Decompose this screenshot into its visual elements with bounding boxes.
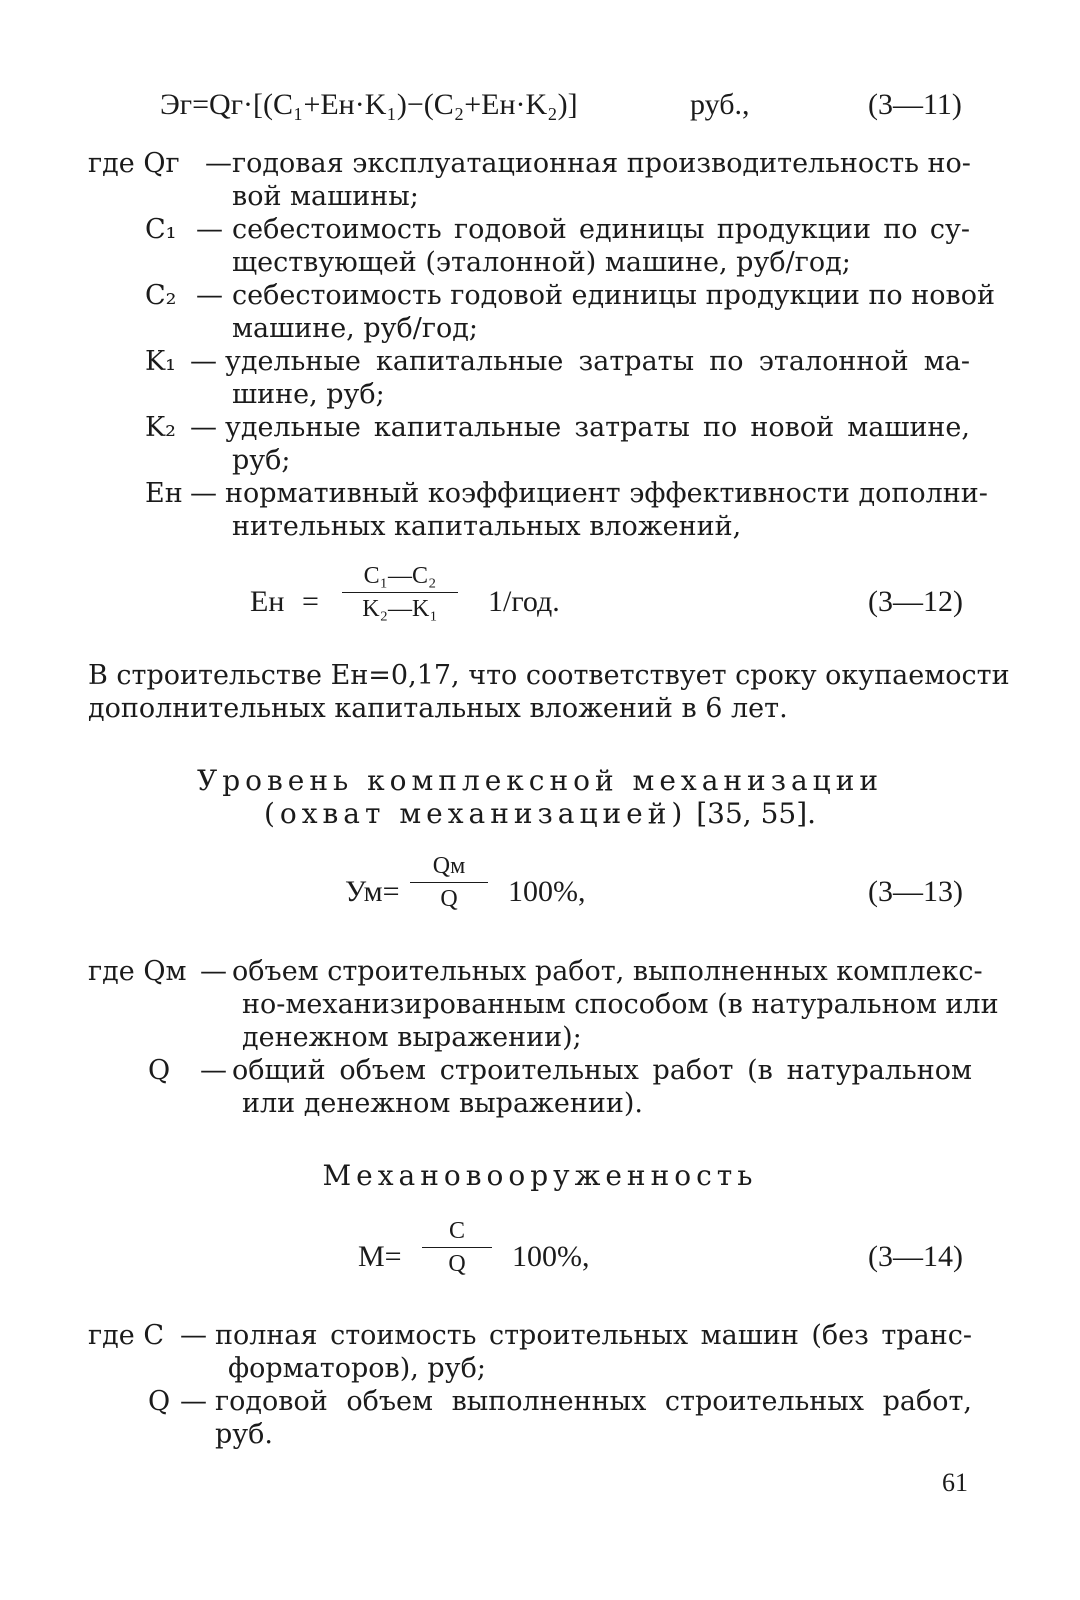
- equation-3-14-number: (3—14): [868, 1240, 963, 1273]
- def-line: но-механизированным способом (в натуральном или: [242, 989, 999, 1020]
- section-heading: Уровень комплексной механизации: [196, 764, 884, 797]
- def-term: K₂: [145, 412, 176, 443]
- equation-3-13-number: (3—13): [868, 875, 963, 908]
- equation-3-13-tail: 100%,: [508, 875, 586, 908]
- equation-3-11-number: (3—11): [868, 88, 962, 121]
- def-term: Eн: [145, 478, 183, 509]
- def-line: нормативный коэффициент эффективности дополни-: [225, 478, 988, 509]
- def-dash: —: [200, 1055, 227, 1086]
- fraction-numerator: C: [448, 1218, 465, 1244]
- equation-3-13-lhs: Ум=: [345, 875, 400, 908]
- def-line: удельные капитальные затраты по новой машине,: [225, 412, 970, 443]
- def-line: шине, руб;: [232, 379, 385, 410]
- page-number: 61: [942, 1468, 968, 1497]
- def-line: руб;: [232, 445, 291, 476]
- equation-3-12-fraction: [342, 562, 458, 623]
- equation-3-12-lhs: Eн: [250, 585, 285, 618]
- def-line: себестоимость годовой единицы продукции по су-: [232, 214, 970, 245]
- equation-3-12-unit: 1/год.: [488, 585, 560, 618]
- def-line: полная стоимость строительных машин (без транс-: [215, 1320, 972, 1351]
- def-dash: —: [196, 214, 223, 245]
- paragraph-line: дополнительных капитальных вложений в 6 лет.: [88, 693, 788, 724]
- def-dash: —: [180, 1320, 207, 1351]
- fraction-bar: [342, 592, 458, 593]
- fraction-denominator: Q: [448, 1251, 466, 1277]
- def-term: Q: [148, 1386, 171, 1417]
- equation-3-14-tail: 100%,: [512, 1240, 590, 1273]
- equation-3-11-formula: Эг=Qг·[(C₁+Eн·K₁)−(C₂+Eн·K₂)]: [160, 88, 578, 121]
- def-term: где C: [88, 1320, 164, 1351]
- fraction-bar: [422, 1247, 492, 1248]
- def-dash: —: [180, 1386, 207, 1417]
- def-line: денежном выражении);: [242, 1022, 582, 1053]
- def-dash: —: [190, 478, 217, 509]
- def-line: себестоимость годовой единицы продукции по новой: [232, 280, 995, 311]
- def-dash: —: [190, 412, 217, 443]
- def-line: ществующей (эталонной) машине, руб/год;: [232, 247, 851, 278]
- heading-reference: [35, 55].: [687, 797, 817, 830]
- fraction-numerator: Qм: [432, 853, 466, 879]
- def-term: где Qг: [88, 148, 180, 179]
- def-line: годовая эксплуатационная производительность но-: [232, 148, 971, 179]
- def-term: Q: [148, 1055, 171, 1086]
- def-dash: —: [190, 346, 217, 377]
- heading-spaced-text: (охват механизацией): [263, 797, 688, 830]
- fraction-numerator: C₁—C₂: [363, 563, 437, 589]
- def-line: руб.: [215, 1419, 274, 1450]
- equation-3-11-unit: руб.,: [690, 88, 750, 121]
- section-heading-line2: [0, 797, 1080, 830]
- equation-3-14-lhs: M=: [358, 1240, 402, 1273]
- section-heading-mechanovooruzhennost: Механовооруженность: [322, 1159, 758, 1192]
- def-line: нительных капитальных вложений,: [232, 511, 742, 542]
- def-term: C₂: [145, 280, 177, 311]
- def-term: C₁: [145, 214, 177, 245]
- def-dash: —: [200, 956, 227, 987]
- def-line: годовой объем выполненных строительных работ,: [215, 1386, 972, 1417]
- def-term: K₁: [145, 346, 176, 377]
- def-line: объем строительных работ, выполненных комплекс-: [232, 956, 983, 987]
- def-line: или денежном выражении).: [242, 1088, 643, 1119]
- fraction-bar: [410, 882, 488, 883]
- equation-3-12-equals: =: [302, 585, 319, 618]
- equation-3-13-fraction: [410, 852, 488, 913]
- equation-3-14-fraction: [422, 1217, 492, 1278]
- equation-3-12-number: (3—12): [868, 585, 963, 618]
- def-line: форматоров), руб;: [228, 1353, 486, 1384]
- def-dash: —: [205, 148, 232, 179]
- def-line: общий объем строительных работ (в натуральном: [232, 1055, 972, 1086]
- def-line: вой машины;: [232, 181, 419, 212]
- paragraph-line: В строительстве Eн=0,17, что соответствует сроку окупаемости: [88, 660, 1010, 691]
- def-term: где Qм: [88, 956, 187, 987]
- def-line: удельные капитальные затраты по эталонной ма-: [225, 346, 970, 377]
- fraction-denominator: K₂—K₁: [362, 596, 438, 622]
- def-line: машине, руб/год;: [232, 313, 478, 344]
- def-dash: —: [196, 280, 223, 311]
- fraction-denominator: Q: [440, 886, 458, 912]
